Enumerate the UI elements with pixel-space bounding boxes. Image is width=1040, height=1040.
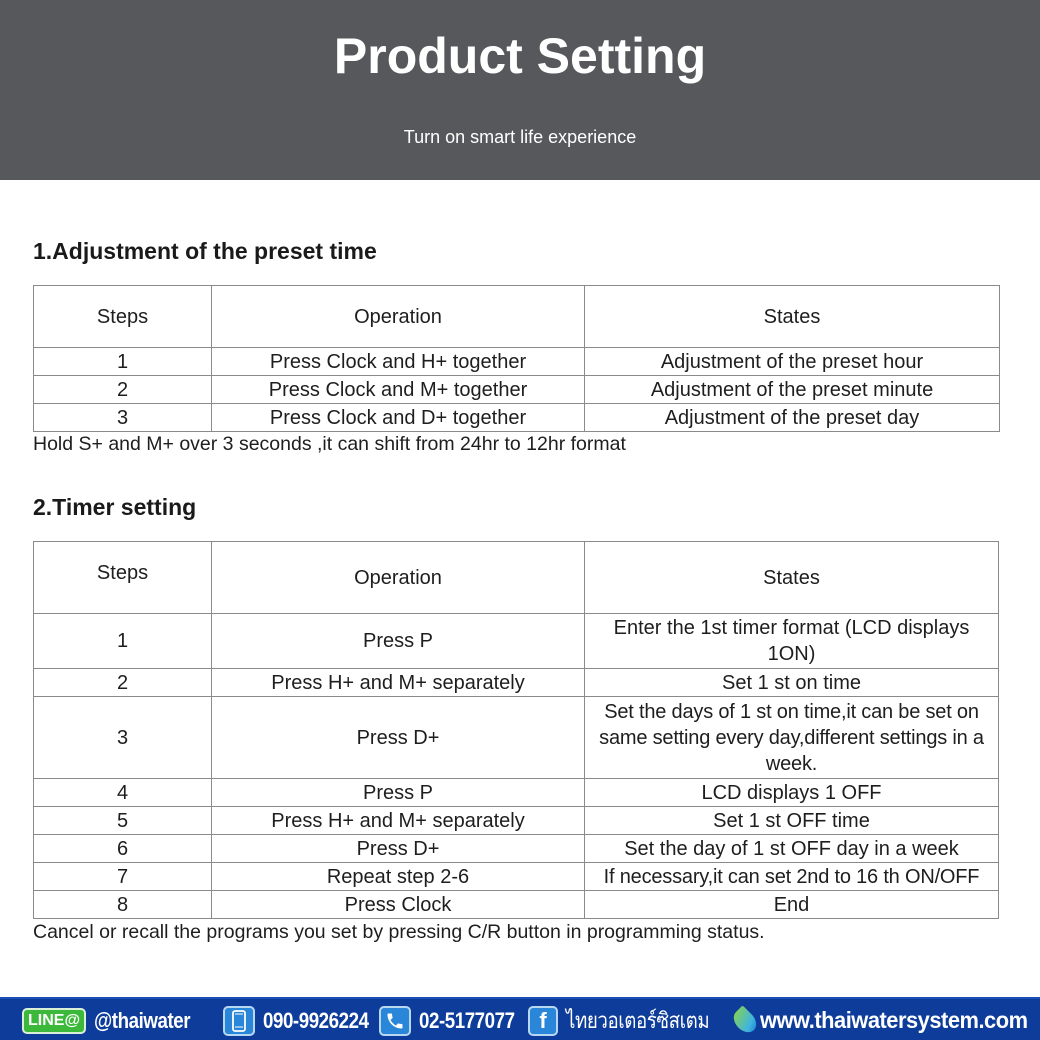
- state-cell: Set the day of 1 st OFF day in a week: [585, 835, 999, 863]
- facebook-name: ไทยวอเตอร์ซิสเตม: [566, 1008, 710, 1033]
- facebook-icon: f: [528, 1006, 558, 1036]
- table-header-row: [34, 542, 999, 614]
- operation-cell: Press D+: [212, 835, 585, 863]
- table-row: [34, 891, 999, 919]
- operation-cell: Press D+: [212, 697, 585, 779]
- step-cell: 7: [34, 863, 212, 891]
- step-cell: 6: [34, 835, 212, 863]
- table-row: [34, 404, 1000, 432]
- column-header-steps: Steps: [34, 286, 212, 348]
- column-header-states: States: [585, 286, 1000, 348]
- column-header-operation: Operation: [212, 286, 585, 348]
- operation-cell: Press Clock and D+ together: [212, 404, 585, 432]
- step-cell: 5: [34, 807, 212, 835]
- operation-cell: Press H+ and M+ separately: [212, 669, 585, 697]
- website-link[interactable]: [734, 999, 1040, 1040]
- table-row: [34, 807, 999, 835]
- water-drop-icon: [729, 1005, 760, 1036]
- line-id: @thaiwater: [94, 1007, 191, 1033]
- phone-number: 02-5177077: [419, 1007, 515, 1033]
- operation-cell: Press H+ and M+ separately: [212, 807, 585, 835]
- line-icon: LINE@: [22, 1008, 86, 1034]
- state-cell: If necessary,it can set 2nd to 16 th ON/OFF: [585, 863, 999, 891]
- table-row: [34, 835, 999, 863]
- table-row: [34, 376, 1000, 404]
- phone-contact[interactable]: [379, 999, 531, 1040]
- header-banner: [0, 0, 1040, 180]
- step-cell: 2: [34, 376, 212, 404]
- step-cell: 3: [34, 697, 212, 779]
- state-cell: Set 1 st on time: [585, 669, 999, 697]
- operation-cell: Press Clock and H+ together: [212, 348, 585, 376]
- page-title: Product Setting: [333, 28, 707, 84]
- state-cell: End: [585, 891, 999, 919]
- contact-footer: [0, 997, 1040, 1040]
- website-url: www.thaiwatersystem.com: [760, 1007, 1028, 1033]
- facebook-contact[interactable]: [528, 999, 735, 1040]
- table-row: [34, 863, 999, 891]
- cancel-recall-note: Cancel or recall the programs you set by pressing C/R button in programming status.: [33, 921, 765, 943]
- preset-time-table: [33, 285, 1000, 432]
- state-cell: Adjustment of the preset minute: [585, 376, 1000, 404]
- operation-cell: Repeat step 2-6: [212, 863, 585, 891]
- telephone-icon: [379, 1006, 411, 1036]
- step-cell: 1: [34, 348, 212, 376]
- column-header-steps: Steps: [34, 542, 212, 614]
- operation-cell: Press Clock and M+ together: [212, 376, 585, 404]
- state-cell: Set 1 st OFF time: [585, 807, 999, 835]
- operation-cell: Press P: [212, 614, 585, 669]
- section-title-timer-setting: 2.Timer setting: [33, 494, 197, 520]
- step-cell: 2: [34, 669, 212, 697]
- step-cell: 1: [34, 614, 212, 669]
- step-cell: 8: [34, 891, 212, 919]
- mobile-phone-icon: [223, 1006, 255, 1036]
- step-cell: 3: [34, 404, 212, 432]
- state-cell: Adjustment of the preset hour: [585, 348, 1000, 376]
- operation-cell: Press Clock: [212, 891, 585, 919]
- table-row: [34, 614, 999, 669]
- table-row: [34, 779, 999, 807]
- format-shift-note: Hold S+ and M+ over 3 seconds ,it can shift from 24hr to 12hr format: [33, 433, 626, 455]
- column-header-states: States: [585, 542, 999, 614]
- page-subtitle: Turn on smart life experience: [403, 127, 637, 147]
- table-row: [34, 669, 999, 697]
- section-title-preset-time: 1.Adjustment of the preset time: [33, 238, 377, 264]
- mobile-contact[interactable]: [223, 999, 387, 1040]
- timer-setting-table: [33, 541, 999, 919]
- state-cell: Set the days of 1 st on time,it can be set on same setting every day,different settings in a week.: [585, 697, 999, 779]
- table-header-row: [34, 286, 1000, 348]
- state-cell: Adjustment of the preset day: [585, 404, 1000, 432]
- table-row: [34, 697, 999, 779]
- state-cell: Enter the 1st timer format (LCD displays 1ON): [585, 614, 999, 669]
- mobile-number: 090-9926224: [263, 1007, 369, 1033]
- line-contact[interactable]: [22, 999, 207, 1040]
- column-header-operation: Operation: [212, 542, 585, 614]
- step-cell: 4: [34, 779, 212, 807]
- table-row: [34, 348, 1000, 376]
- operation-cell: Press P: [212, 779, 585, 807]
- state-cell: LCD displays 1 OFF: [585, 779, 999, 807]
